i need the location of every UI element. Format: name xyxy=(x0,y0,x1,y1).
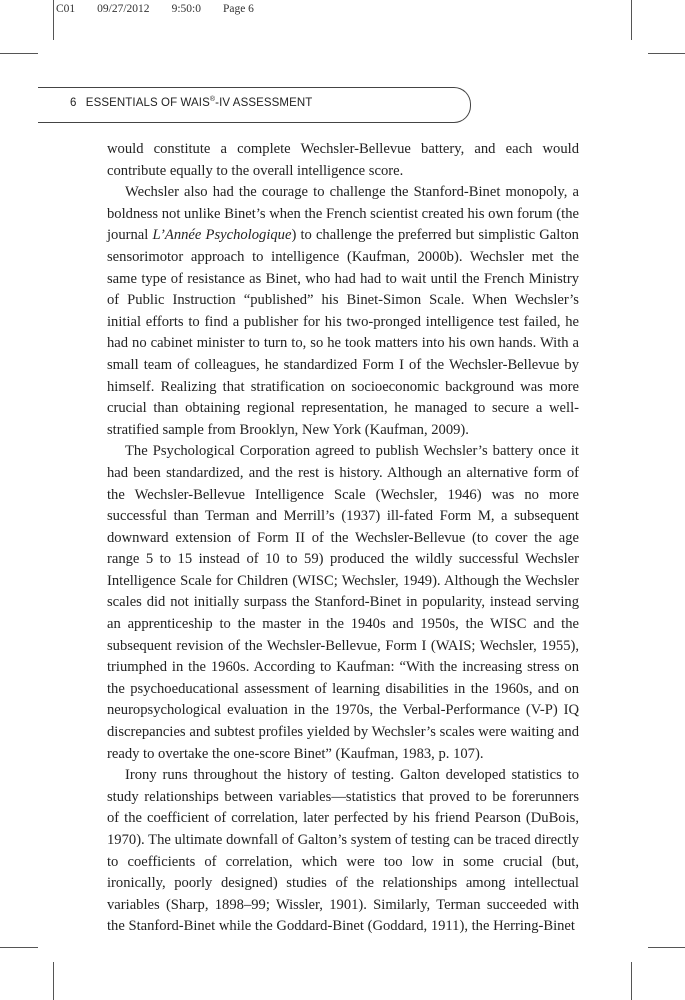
page-number: 6 xyxy=(70,96,77,109)
slug-code: C01 xyxy=(56,3,76,15)
crop-mark-bottom-right-vertical xyxy=(631,962,632,1000)
header-cap-join xyxy=(430,88,440,120)
crop-mark-top-left-horizontal xyxy=(0,53,38,54)
book-title xyxy=(86,97,313,109)
crop-mark-top-right-horizontal xyxy=(648,53,685,54)
running-head xyxy=(70,96,312,109)
crop-mark-top-left-vertical xyxy=(53,0,54,40)
print-slug xyxy=(56,3,276,15)
book-title-main: ESSENTIALS OF WAIS xyxy=(85,96,210,109)
slug-time: 9:50:0 xyxy=(171,3,201,15)
crop-mark-bottom-left-vertical xyxy=(53,962,54,1000)
paragraph-3: The Psychological Corporation agreed to publish Wechsler’s battery once it had been standardized, and the rest is history. Although an alternative form of the Wechsler-Bellevue Intelligence Scale (Wechsler, 1946) was no more successful than Terman and Merrill’s (1937) ill-fated Form M, a subsequent downward extension of Form II of the Wechsler-Bellevue (to cover the age range 5 to 15 instead of 10 to 59) produced the wildly successful Wechsler Intelligence Scale for Children (WISC; Wechsler, 1949). Although the Wechsler scales did not initially surpass the Stanford-Binet in popularity, instead serving an apprenticeship to the master in the 1940s and 1950s, the WISC and the subsequent revision of the Wechsler-Bellevue, Form I (WAIS; Wechsler, 1955), triumphed in the 1960s. According to Kaufman: “With the increasing stress on the psychoeducational assessment of learning disabilities in the 1960s, and on neuropsychological evaluation in the 1970s, the Verbal-Performance (V-P) IQ discrepancies and subtest profiles yielded by Wechsler’s scales were waiting and ready to overtake the one-score Binet” (Kaufman, 1983, p. 107). xyxy=(107,443,579,762)
paragraph-4: Irony runs throughout the history of testing. Galton developed statistics to study relationships between variables—statistics that proved to be forerunners of the coefficient of correlation, later perfected by his friend Pearson (DuBois, 1970). The ultimate downfall of Galton’s system of testing can be traced directly to coefficients of correlation, which were too low in some crucial (but, ironically, poorly designed) studies of the relationships among intellectual variables (Sharp, 1898–99; Wissler, 1901). Similarly, Terman succeeded with the Stanford-Binet while the Goddard-Binet (Goddard, 1911), the Herring-Binet xyxy=(107,767,579,935)
paragraph-2-part-a: Wechsler also had the courage to challenge the Stanford-Binet monopoly, a boldness not unlike Binet’s when the French scientist created his own forum (the journal xyxy=(107,184,579,244)
book-title-suffix: -IV ASSESSMENT xyxy=(215,96,313,109)
crop-mark-bottom-left-horizontal xyxy=(0,947,38,948)
paragraph-2 xyxy=(107,182,579,441)
slug-date: 09/27/2012 xyxy=(97,3,150,15)
slug-page: Page 6 xyxy=(222,3,254,15)
crop-mark-bottom-right-horizontal xyxy=(648,947,685,948)
body-text xyxy=(107,139,579,938)
crop-mark-top-right-vertical xyxy=(631,0,632,40)
registered-mark: ® xyxy=(209,96,216,103)
paragraph-1: would constitute a complete Wechsler-Bellevue battery, and each would contribute equally to the overall intelligence score. xyxy=(107,141,579,179)
paragraph-2-part-b: ) to challenge the preferred but simplistic Galton sensorimotor approach to intelligence (Kaufman, 2000b). Wechsler met the same type of resistance as Binet, who had had to wait until the French Ministry of Public Instruction “published” his Binet-Simon Scale. When Wechsler’s initial efforts to find a publisher for his two-pronged intelligence test failed, he had no cabinet minister to turn to, so he took matters into his own hands. With a small team of colleagues, he standardized Form I of the Wechsler-Bellevue by himself. Realizing that stratification on socioeconomic background was more crucial than obtaining regional representation, he managed to secure a well-stratified sample from Brooklyn, New York (Kaufman, 2009). xyxy=(107,227,579,438)
journal-title: L’Année Psychologique xyxy=(152,227,292,244)
